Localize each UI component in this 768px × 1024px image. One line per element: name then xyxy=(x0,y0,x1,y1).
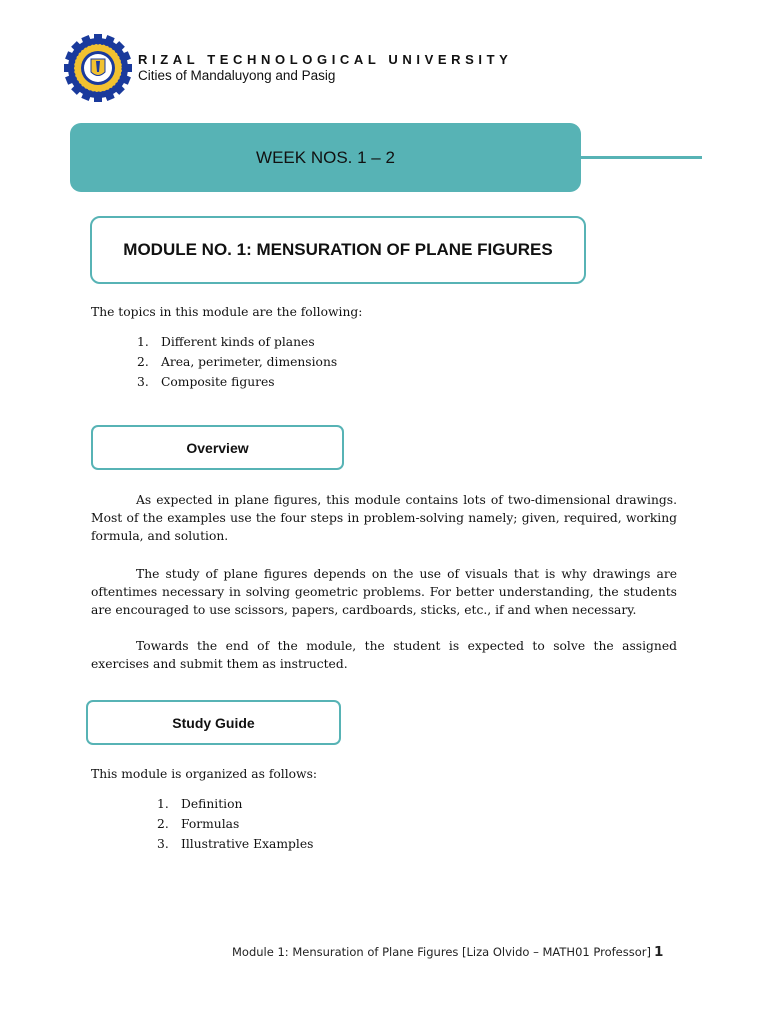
list-item xyxy=(157,834,313,854)
page-footer xyxy=(232,944,663,960)
list-item xyxy=(157,814,313,834)
overview-heading-box xyxy=(91,425,344,470)
list-item xyxy=(137,352,337,372)
list-item xyxy=(157,794,313,814)
study-guide-heading: Study Guide xyxy=(172,714,255,731)
university-name: RIZAL TECHNOLOGICAL UNIVERSITY xyxy=(138,52,513,67)
study-guide-heading-box xyxy=(86,700,341,745)
list-item-label: Illustrative Examples xyxy=(181,837,314,851)
list-number: 3. xyxy=(157,837,169,851)
list-item-label: Definition xyxy=(181,797,243,811)
overview-paragraph xyxy=(91,637,677,673)
week-banner xyxy=(70,123,581,192)
week-banner-label: WEEK NOS. 1 – 2 xyxy=(256,147,395,167)
footer-text: Module 1: Mensuration of Plane Figures [Liza Olvido – MATH01 Professor] xyxy=(232,945,651,959)
university-campus: Cities of Mandaluyong and Pasig xyxy=(138,68,336,83)
module-title: MODULE NO. 1: MENSURATION OF PLANE FIGURES xyxy=(123,240,553,259)
overview-paragraph xyxy=(91,491,677,545)
list-number: 1. xyxy=(137,335,149,349)
list-item-label: Area, perimeter, dimensions xyxy=(161,355,338,369)
paragraph-text: Towards the end of the module, the student is expected to solve the assigned exercises and submit them as instructed. xyxy=(91,639,677,671)
topics-list xyxy=(137,332,337,392)
banner-divider-line xyxy=(581,156,702,159)
organization-intro: This module is organized as follows: xyxy=(91,767,318,781)
list-item xyxy=(137,332,337,352)
overview-heading: Overview xyxy=(186,439,249,456)
topics-intro: The topics in this module are the following: xyxy=(91,305,363,319)
list-item-label: Composite figures xyxy=(161,375,275,389)
list-item xyxy=(137,372,337,392)
list-number: 1. xyxy=(157,797,169,811)
list-item-label: Formulas xyxy=(181,817,240,831)
list-item-label: Different kinds of planes xyxy=(161,335,315,349)
paragraph-text: The study of plane figures depends on the use of visuals that is why drawings are oftentimes necessary in solving geometric problems. For better understanding, the students are encouraged to use scissors, papers, cardboards, sticks, etc., if and when necessary. xyxy=(91,567,677,617)
organization-list xyxy=(157,794,313,854)
page-number: 1 xyxy=(653,944,664,960)
module-title-box xyxy=(90,216,586,284)
overview-paragraph xyxy=(91,565,677,619)
list-number: 3. xyxy=(137,375,149,389)
paragraph-text: As expected in plane figures, this module contains lots of two-dimensional drawings. Most of the examples use the four steps in problem-solving namely; given, required, working formula, and solution. xyxy=(91,493,677,543)
list-number: 2. xyxy=(157,817,169,831)
university-seal-icon xyxy=(64,34,132,102)
list-number: 2. xyxy=(137,355,149,369)
